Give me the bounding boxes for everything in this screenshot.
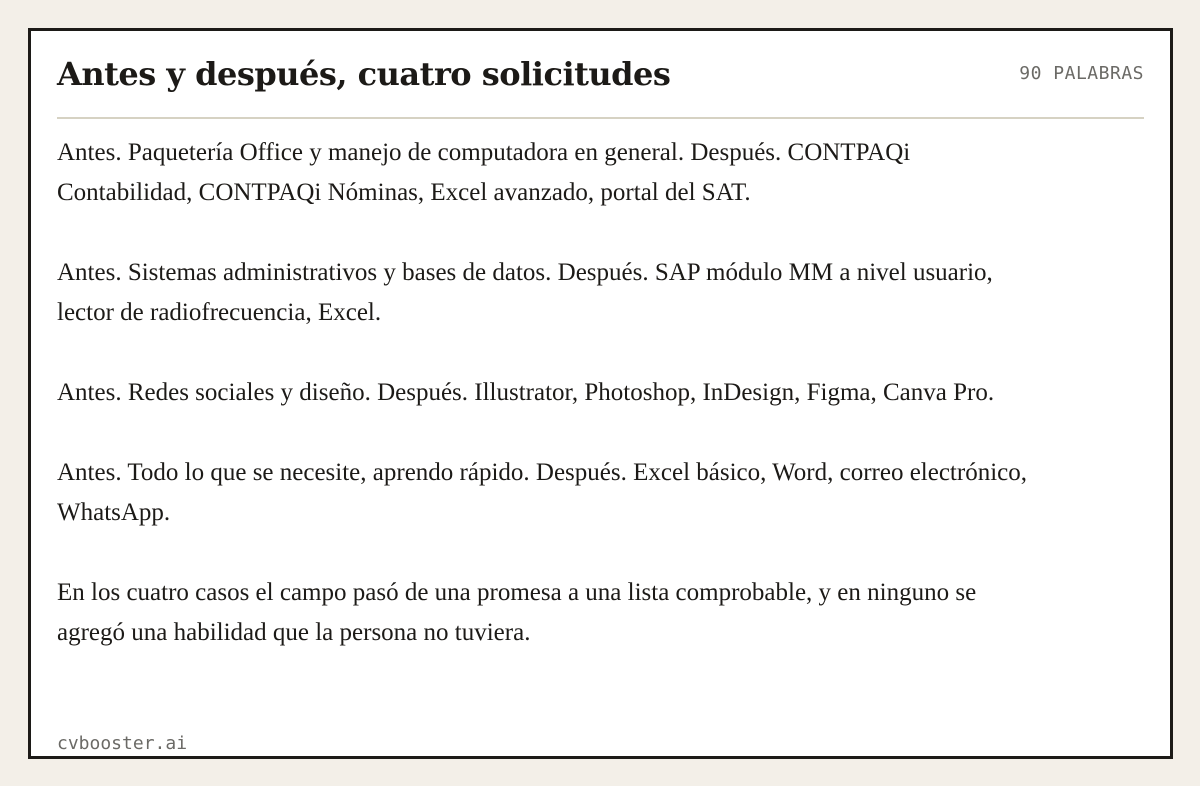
paragraph-3: Antes. Redes sociales y diseño. Después. Illustrator, Photoshop, InDesign, Figma, Canva Pro. <box>57 379 995 406</box>
paragraph-conclusion: En los cuatro casos el campo pasó de una promesa a una lista comprobable, y en ninguno se agregó una habilidad que la persona no tuviera. <box>57 579 977 646</box>
article-card <box>28 28 1173 759</box>
page-title: Antes y después, cuatro solicitudes <box>57 55 671 93</box>
paragraph-1: Antes. Paquetería Office y manejo de computadora en general. Después. CONTPAQi Contabilidad, CONTPAQi Nóminas, Excel avanzado, portal del SAT. <box>57 139 911 206</box>
paragraph-2: Antes. Sistemas administrativos y bases de datos. Después. SAP módulo MM a nivel usuario, lector de radiofrecuencia, Excel. <box>57 259 993 326</box>
footer-brand: cvbooster.ai <box>57 733 188 754</box>
card-header <box>57 53 1144 119</box>
article-body <box>57 133 1047 653</box>
paragraph-4: Antes. Todo lo que se necesite, aprendo rápido. Después. Excel básico, Word, correo electrónico, WhatsApp. <box>57 459 1027 526</box>
word-count-label: 90 PALABRAS <box>1019 63 1144 84</box>
